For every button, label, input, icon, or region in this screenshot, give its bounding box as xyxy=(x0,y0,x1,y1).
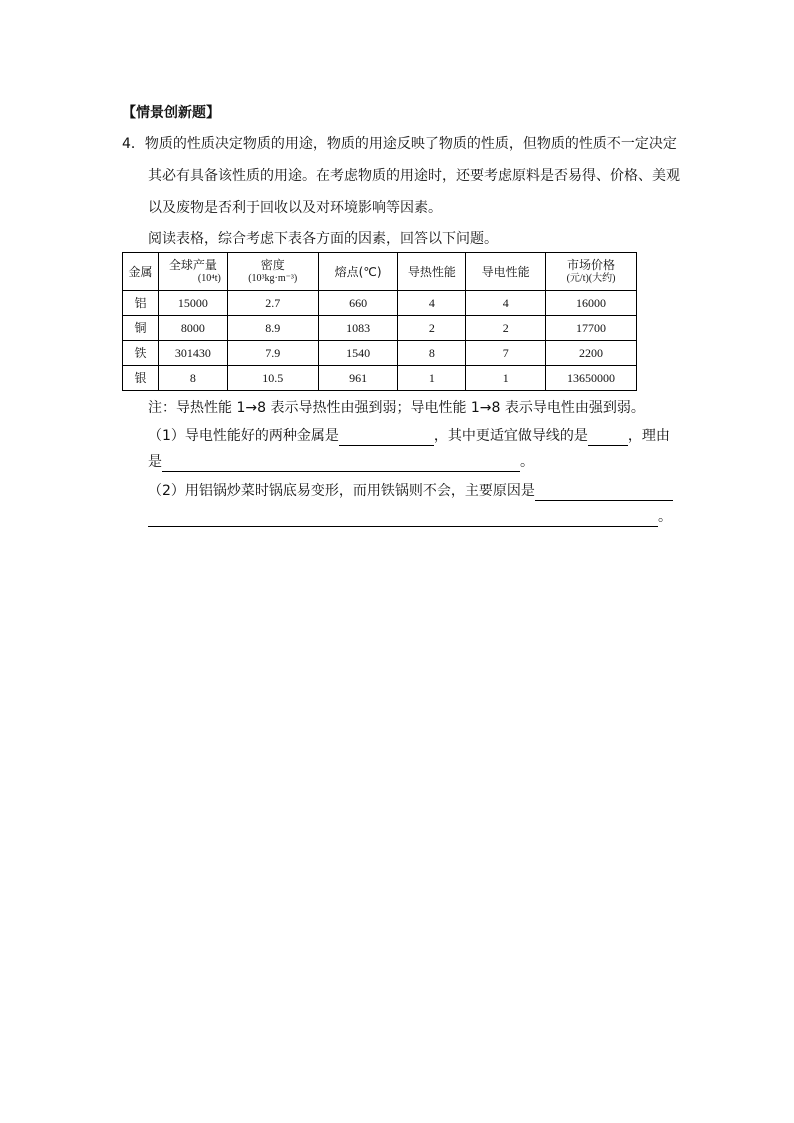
section-title: 【情景创新题】 xyxy=(122,105,220,121)
question-number: 4． xyxy=(122,136,145,152)
header-cell: 导热性能 xyxy=(398,253,466,291)
header-cell: 导电性能 xyxy=(466,253,546,291)
table-row: 铜 8000 8.9 1083 2 2 17700 xyxy=(123,316,637,341)
part1-line-2: 是 。 xyxy=(148,454,534,470)
answer-blank-cause-cont[interactable] xyxy=(148,511,658,527)
answer-blank-cause[interactable] xyxy=(535,485,673,501)
metals-table xyxy=(122,252,637,391)
header-cell: 密度 (10³kg·m⁻³) xyxy=(227,253,318,291)
answer-blank-reason[interactable] xyxy=(162,456,520,472)
question-line-4: 阅读表格，综合考虑下表各方面的因素，回答以下问题。 xyxy=(148,231,498,247)
header-cell: 全球产量 (10⁴t) xyxy=(158,253,227,291)
question-line-1 xyxy=(122,134,677,154)
table-header-row xyxy=(123,253,637,291)
part1-line-1: （1）导电性能好的两种金属是 ，其中更适宜做导线的是 ，理由 xyxy=(148,428,670,444)
table-row: 铁 301430 7.9 1540 8 7 2200 xyxy=(123,341,637,366)
question-text-1: 物质的性质决定物质的用途，物质的用途反映了物质的性质，但物质的性质不一定决定 xyxy=(144,136,677,152)
question-line-2: 其必有具备该性质的用途。在考虑物质的用途时，还要考虑原料是否易得、价格、美观 xyxy=(148,168,680,184)
table-row: 铝 15000 2.7 660 4 4 16000 xyxy=(123,291,637,316)
table-row: 银 8 10.5 961 1 1 13650000 xyxy=(123,366,637,391)
part2-line-1: （2）用铝锅炒菜时锅底易变形，而用铁锅则不会，主要原因是 xyxy=(148,481,673,501)
part2-line-2: 。 xyxy=(148,507,672,527)
header-cell: 金属 xyxy=(123,253,159,291)
header-cell: 市场价格 (元/t)(大约) xyxy=(546,253,637,291)
header-cell: 熔点(℃) xyxy=(318,253,398,291)
answer-blank-wire-metal[interactable] xyxy=(588,430,628,446)
question-line-3: 以及废物是否利于回收以及对环境影响等因素。 xyxy=(148,200,442,216)
answer-blank-metals[interactable] xyxy=(339,430,434,446)
table-note: 注：导热性能 1→8 表示导热性由强到弱；导电性能 1→8 表示导电性由强到弱。 xyxy=(148,400,645,416)
